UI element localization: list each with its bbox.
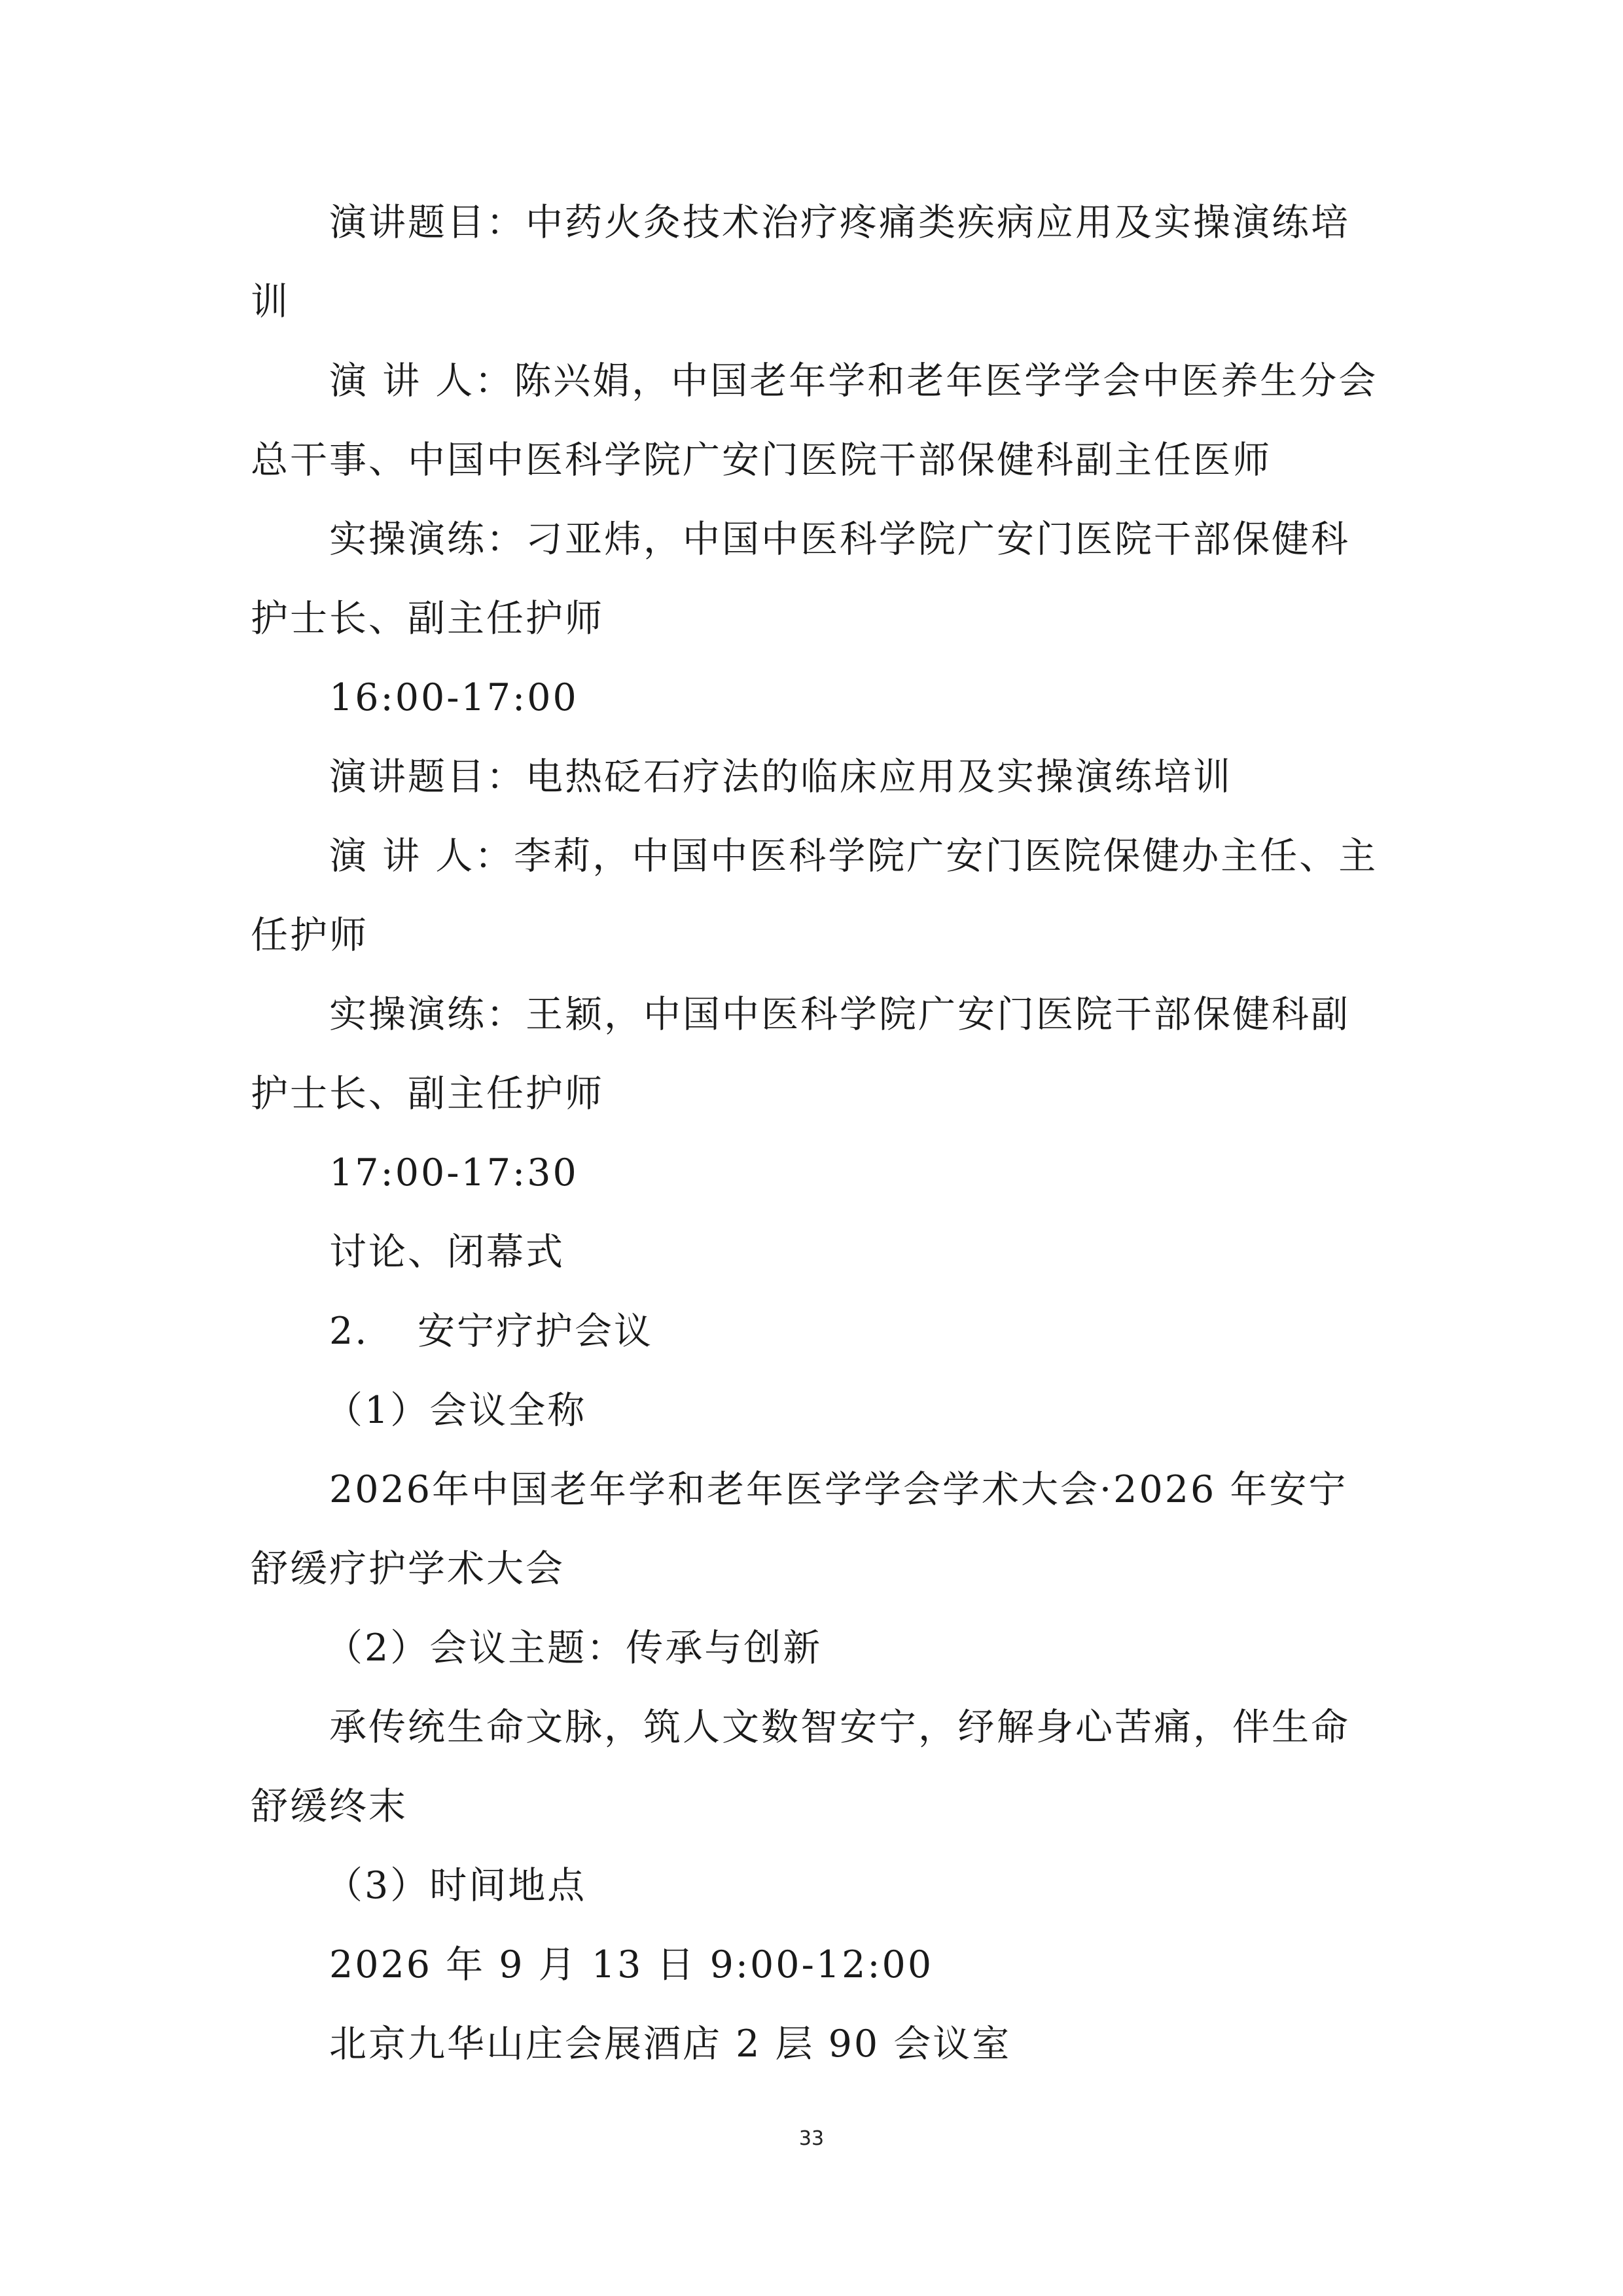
conference-theme: 承传统生命文脉，筑人文数智安宁，纾解身心苦痛，伴生命舒缓终末 bbox=[251, 1706, 1350, 1828]
talk-title-paragraph: 演讲题目：电热砭石疗法的临床应用及实操演练培训 bbox=[329, 755, 1232, 798]
section-heading bbox=[329, 1292, 653, 1371]
closing-paragraph: 讨论、闭幕式 bbox=[329, 1230, 565, 1274]
talk-title-paragraph: 演讲题目：中药火灸技术治疗疼痛类疾病应用及实操演练培训 bbox=[251, 201, 1350, 323]
subsection-label: （1）会议全称 bbox=[325, 1389, 587, 1432]
section-title: 安宁疗护会议 bbox=[418, 1310, 653, 1353]
speaker-paragraph: 演 讲 人：陈兴娟，中国老年学和老年医学学会中医养生分会总干事、中国中医科学院广安门医院干部保健科副主任医师 bbox=[251, 359, 1378, 482]
subsection-label: （3）时间地点 bbox=[325, 1864, 587, 1907]
conference-place: 北京九华山庄会展酒店 2 层 90 会议室 bbox=[329, 2022, 1012, 2066]
demo-paragraph: 实操演练：王颖，中国中医科学院广安门医院干部保健科副护士长、副主任护师 bbox=[251, 993, 1350, 1115]
subsection-label: （2）会议主题：传承与创新 bbox=[325, 1626, 823, 1670]
time-slot: 16:00-17:00 bbox=[329, 676, 579, 719]
section-number: 2. bbox=[329, 1310, 369, 1353]
conference-name: 2026年中国老年学和老年医学学会学术大会·2026 年安宁舒缓疗护学术大会 bbox=[251, 1468, 1348, 1590]
speaker-paragraph: 演 讲 人：李莉，中国中医科学院广安门医院保健办主任、主任护师 bbox=[251, 834, 1378, 957]
demo-paragraph: 实操演练：刁亚炜，中国中医科学院广安门医院干部保健科护士长、副主任护师 bbox=[251, 518, 1350, 640]
time-slot: 17:00-17:30 bbox=[329, 1151, 579, 1194]
conference-time: 2026 年 9 月 13 日 9:00-12:00 bbox=[329, 1943, 934, 1986]
page-number: 33 bbox=[798, 2127, 825, 2150]
